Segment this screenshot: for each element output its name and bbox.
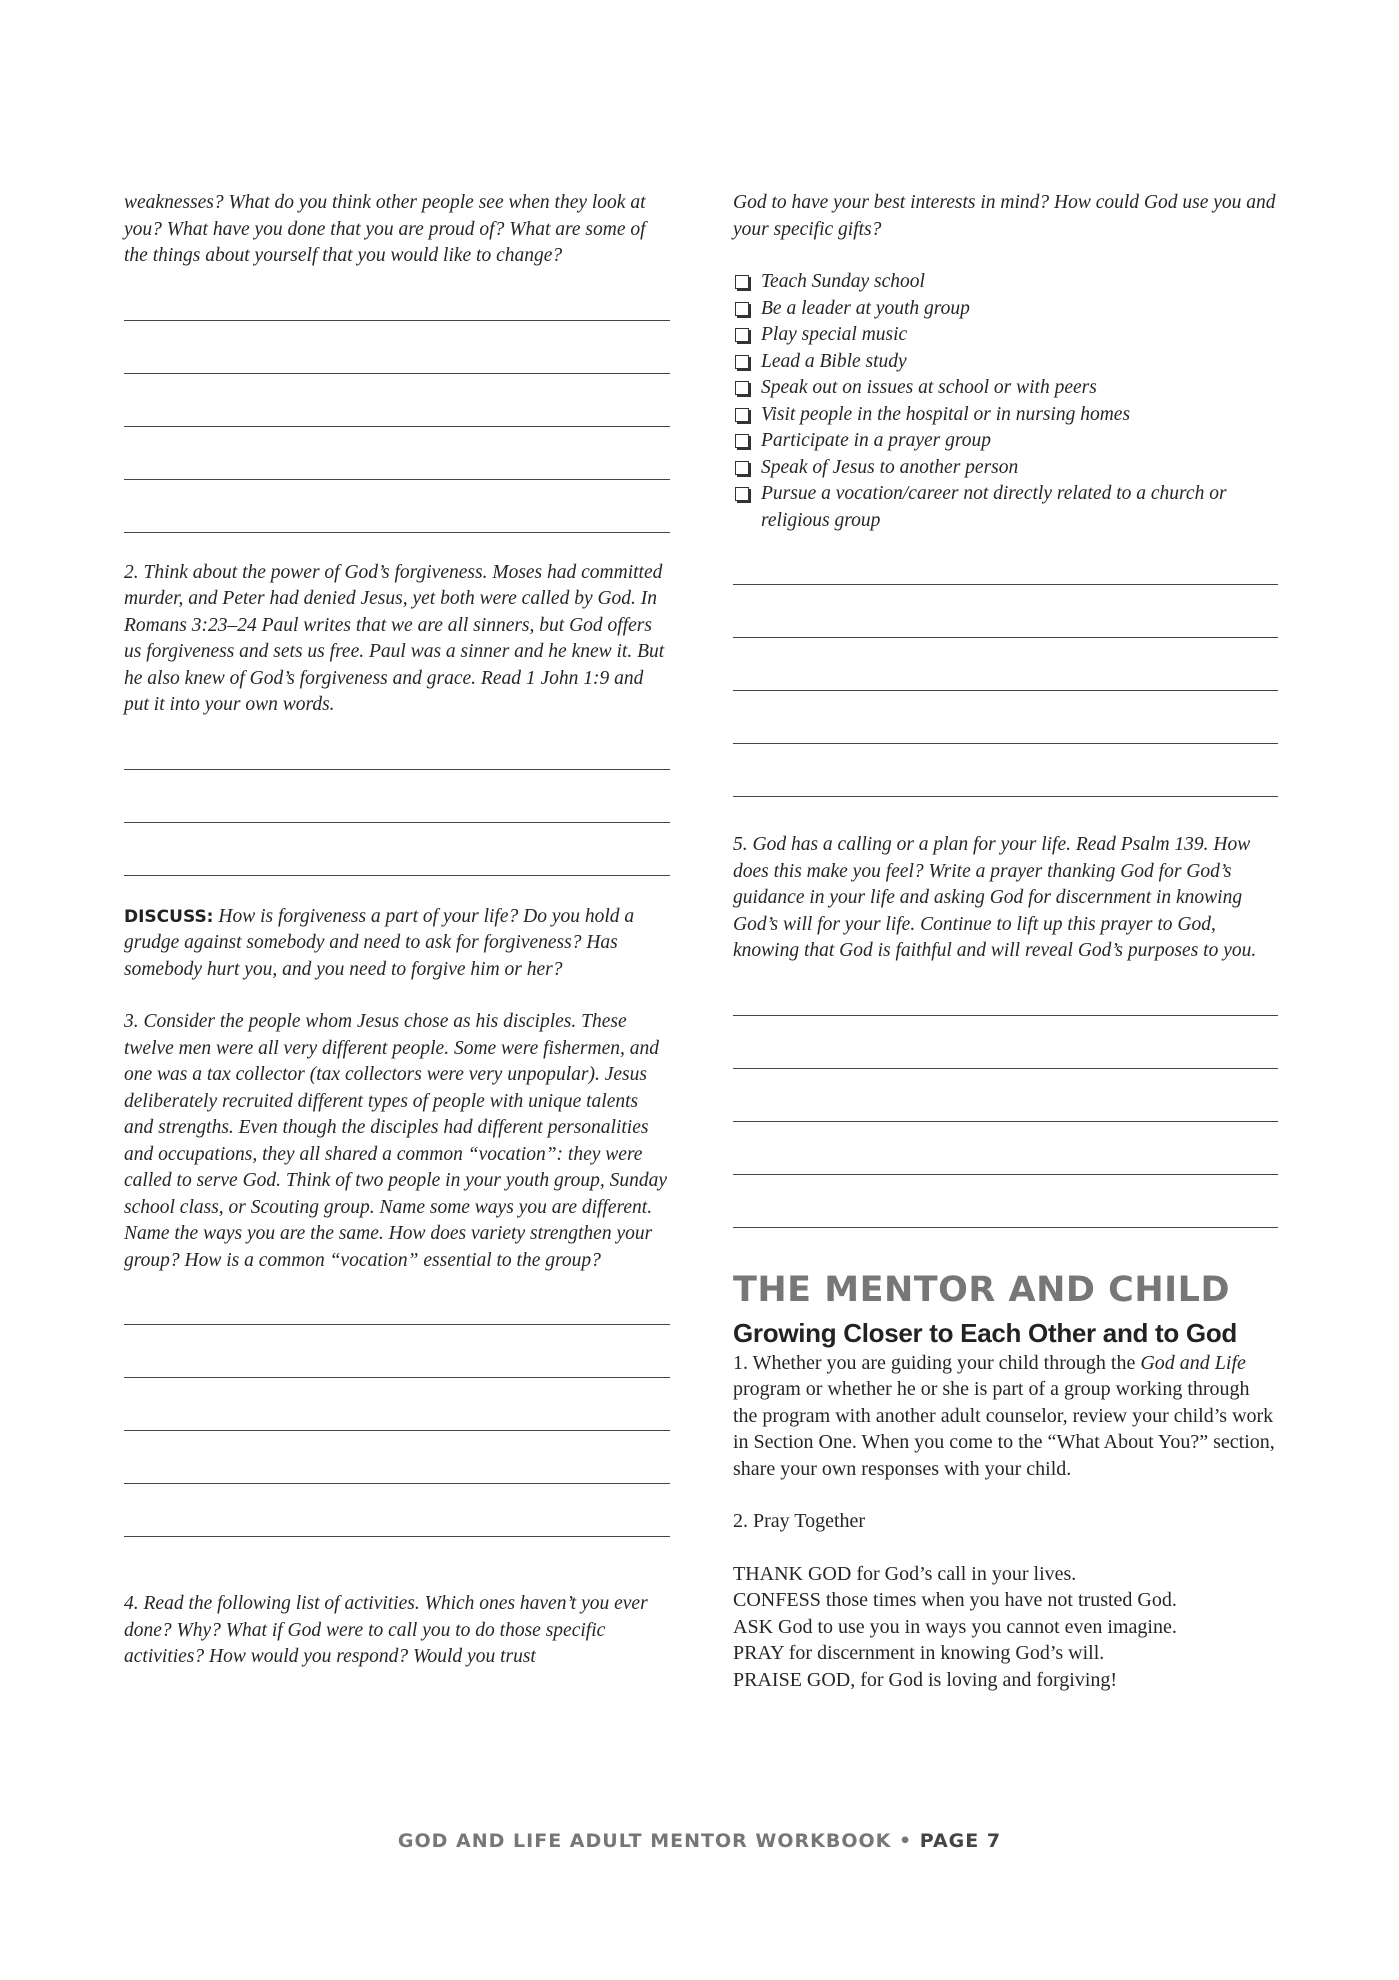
question-3: 3. Consider the people whom Jesus chose as his disciples. These twelve men were all very different people. Some were fishermen, and one was a tax collector (tax collectors were very unpopular). Jesus deliberately recruited different types of people with unique talents and strengths. Even though the disciples had different personalities and occupations, they all shared a common “vocation”: they were called to serve God. Think of two people in your youth group, Sunday school class, or Scouting group. Name some ways you are different. Name the ways you are the same. How does variety strengthen your group? How is a common “vocation” essential to the group? xyxy=(124,1011,668,1271)
page-footer xyxy=(0,1830,1399,1852)
checkbox-icon[interactable] xyxy=(735,328,749,342)
answer-line[interactable] xyxy=(733,744,1278,797)
answer-line[interactable] xyxy=(733,1122,1278,1175)
answer-lines-q4 xyxy=(733,534,1278,797)
footer-separator: • xyxy=(898,1830,913,1852)
prayer-line: PRAY for discernment in knowing God’s will. xyxy=(733,1642,1105,1664)
prayer-line: PRAISE GOD, for God is loving and forgiving! xyxy=(733,1668,1118,1691)
checklist-item[interactable] xyxy=(733,269,1278,296)
checkbox-icon[interactable] xyxy=(735,275,749,289)
answer-line[interactable] xyxy=(733,1175,1278,1228)
checkbox-icon[interactable] xyxy=(735,461,749,475)
section-subtitle: Growing Closer to Each Other and to God xyxy=(733,1317,1237,1348)
checklist-item-label: Pursue a vocation/career not directly related to a church or religious group xyxy=(761,483,1227,531)
q4-continued-text: God to have your best interests in mind? How could God use you and your specific gifts? xyxy=(733,192,1276,240)
answer-line[interactable] xyxy=(124,1431,670,1484)
prayer-line: CONFESS those times when you have not trusted God. xyxy=(733,1589,1177,1611)
checklist-item[interactable] xyxy=(733,375,1278,402)
answer-line[interactable] xyxy=(733,1069,1278,1122)
answer-line[interactable] xyxy=(124,321,670,374)
answer-line[interactable] xyxy=(124,1325,670,1378)
q1-continued-text: weaknesses? What do you think other people see when they look at you? What have you done that you are proud of? What are some of the things about yourself that you would like to change? xyxy=(124,192,646,266)
prayer-line: THANK GOD for God’s call in your lives. xyxy=(733,1562,1077,1585)
answer-lines-q5 xyxy=(733,965,1278,1228)
answer-line[interactable] xyxy=(733,638,1278,691)
answer-line[interactable] xyxy=(124,823,670,876)
discuss-block xyxy=(124,904,670,984)
mentor-step-1-text-cont: program or whether he or she is part of a group working through the program with another adult counselor, review your child’s work in Section One. When you come to the “What About You?” section, share your own responses with your child. xyxy=(733,1378,1275,1480)
answer-line[interactable] xyxy=(733,965,1278,1016)
prayer-list xyxy=(733,1561,1278,1694)
section-title: THE MENTOR AND CHILD xyxy=(733,1269,1231,1310)
checklist-item-label: Teach Sunday school xyxy=(761,271,925,292)
answer-lines-q1 xyxy=(124,270,670,533)
checklist-item[interactable] xyxy=(733,455,1278,482)
left-column xyxy=(124,190,670,1671)
answer-line[interactable] xyxy=(733,691,1278,744)
answer-line[interactable] xyxy=(733,1016,1278,1069)
checklist-item-label: Lead a Bible study xyxy=(761,350,907,372)
mentor-step-2: 2. Pray Together xyxy=(733,1510,866,1532)
checkbox-icon[interactable] xyxy=(735,355,749,369)
checkbox-icon[interactable] xyxy=(735,487,749,501)
program-name: God and Life xyxy=(1140,1351,1246,1374)
checklist-item-label: Participate in a prayer group xyxy=(761,430,992,451)
answer-line[interactable] xyxy=(124,1484,670,1537)
answer-line[interactable] xyxy=(124,427,670,480)
checkbox-icon[interactable] xyxy=(735,434,749,448)
checklist-item[interactable] xyxy=(733,349,1278,376)
checkbox-icon[interactable] xyxy=(735,381,749,395)
discuss-label: DISCUSS: xyxy=(124,906,214,927)
mentor-step-1 xyxy=(733,1350,1278,1483)
answer-line[interactable] xyxy=(124,770,670,823)
answer-line[interactable] xyxy=(124,270,670,321)
page-number: PAGE 7 xyxy=(919,1830,1002,1852)
checkbox-icon[interactable] xyxy=(735,302,749,316)
checkbox-icon[interactable] xyxy=(735,408,749,422)
answer-line[interactable] xyxy=(733,585,1278,638)
right-column xyxy=(733,190,1278,1693)
checklist-item[interactable] xyxy=(733,296,1278,323)
checklist-item-label: Speak out on issues at school or with peers xyxy=(761,377,1097,398)
answer-line[interactable] xyxy=(124,1274,670,1325)
checklist-item[interactable] xyxy=(733,402,1278,429)
checklist-item-label: Visit people in the hospital or in nursing homes xyxy=(761,403,1131,425)
answer-line[interactable] xyxy=(124,1378,670,1431)
answer-lines-q2 xyxy=(124,719,670,876)
discuss-text: How is forgiveness a part of your life? Do you hold a grudge against somebody and need to ask for forgiveness? Has somebody hurt you, and you need to forgive him or her? xyxy=(124,905,635,980)
answer-lines-q3 xyxy=(124,1274,670,1537)
checklist-item-label: Be a leader at youth group xyxy=(761,297,970,319)
question-4: 4. Read the following list of activities. Which ones haven’t you ever done? Why? What if God were to call you to do those specific activities? How would you respond? Would you trust xyxy=(124,1593,648,1667)
checklist-item-label: Play special music xyxy=(761,324,908,345)
checklist-item-label: Speak of Jesus to another person xyxy=(761,456,1019,478)
prayer-line: ASK God to use you in ways you cannot even imagine. xyxy=(733,1615,1177,1638)
answer-line[interactable] xyxy=(124,719,670,770)
checklist-item[interactable] xyxy=(733,481,1278,534)
question-2: 2. Think about the power of God’s forgiveness. Moses had committed murder, and Peter had denied Jesus, yet both were called by God. In Romans 3:23–24 Paul writes that we are all sinners, but God offers us forgiveness and sets us free. Paul was a sinner and he knew it. But he also knew of God’s forgiveness and grace. Read 1 John 1:9 and put it into your own words. xyxy=(124,561,665,715)
answer-line[interactable] xyxy=(124,480,670,533)
answer-line[interactable] xyxy=(124,374,670,427)
mentor-step-1-text: 1. Whether you are guiding your child through the xyxy=(733,1351,1136,1374)
question-5: 5. God has a calling or a plan for your life. Read Psalm 139. How does this make you feel? Write a prayer thanking God for God’s guidance in your life and asking God for discernment in knowing God’s will for your life. Continue to lift up this prayer to God, knowing that God is faithful and will reveal God’s purposes to you. xyxy=(733,834,1257,961)
activity-checklist xyxy=(733,269,1278,534)
footer-title: GOD AND LIFE ADULT MENTOR WORKBOOK xyxy=(397,1830,892,1852)
checklist-item[interactable] xyxy=(733,322,1278,349)
checklist-item[interactable] xyxy=(733,428,1278,455)
answer-line[interactable] xyxy=(733,534,1278,585)
